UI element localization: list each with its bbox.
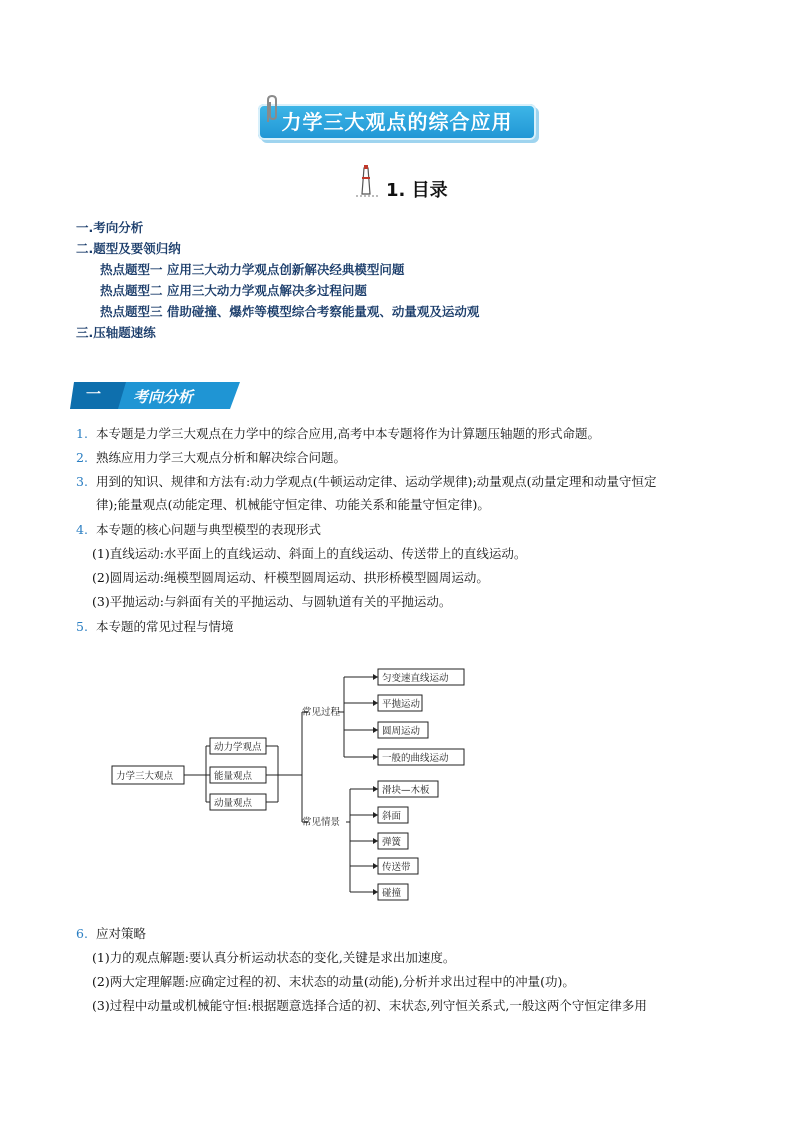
diagram-process-label: 一般的曲线运动 [382, 753, 449, 764]
toc-item[interactable]: 热点题型二 应用三大动力学观点解决多过程问题 [100, 283, 367, 298]
paragraph-text: 本专题的核心问题与典型模型的表现形式 [96, 522, 322, 537]
diagram-view-label: 动量观点 [214, 798, 253, 809]
diagram-scene-label: 弹簧 [382, 837, 402, 848]
diagram-view-label: 能量观点 [214, 771, 253, 782]
toc-heading: 1. 目录 [386, 180, 448, 201]
sub-item: (3)过程中动量或机械能守恒:根据题意选择合适的初、末状态,列守恒关系式,一般这两个守恒定律多用 [92, 998, 647, 1013]
sub-item: (1)直线运动:水平面上的直线运动、斜面上的直线运动、传送带上的直线运动。 [92, 546, 527, 561]
paragraph [76, 448, 346, 468]
toc-item[interactable]: 三.压轴题速练 [76, 325, 156, 340]
item-number: 2. [76, 450, 88, 465]
toc-item[interactable]: 热点题型三 借助碰撞、爆炸等模型综合考察能量观、动量观及运动观 [100, 304, 480, 319]
paragraph [76, 472, 657, 492]
sub-item: (2)圆周运动:绳模型圆周运动、杆模型圆周运动、拱形桥模型圆周运动。 [92, 570, 489, 585]
section-title: 考向分析 [133, 388, 194, 406]
sub-item: (1)力的观点解题:要认真分析运动状态的变化,关键是求出加速度。 [92, 950, 456, 965]
paragraph-text: 用到的知识、规律和方法有:动力学观点(牛顿运动定律、运动学规律);动量观点(动量定理和动量守恒定 [96, 474, 657, 489]
toc-item[interactable]: 一.考向分析 [76, 220, 144, 235]
sub-item: (2)两大定理解题:应确定过程的初、末状态的动量(动能),分析并求出过程中的冲量(功)。 [92, 974, 575, 989]
diagram-scene-label: 碰撞 [382, 888, 402, 899]
section-number: 一 [86, 385, 102, 403]
item-number: 6. [76, 926, 88, 941]
item-number: 1. [76, 426, 88, 441]
diagram-view-label: 动力学观点 [214, 742, 262, 753]
page-title: 力学三大观点的综合应用 [281, 110, 513, 134]
diagram-scene-title: 常见情景 [302, 817, 341, 828]
sub-item: (3)平抛运动:与斜面有关的平抛运动、与圆轨道有关的平抛运动。 [92, 594, 452, 609]
paragraph-text: 本专题是力学三大观点在力学中的综合应用,高考中本专题将作为计算题压轴题的形式命题。 [96, 426, 600, 441]
paragraph-text: 熟练应用力学三大观点分析和解决综合问题。 [96, 450, 347, 465]
diagram-scene-label: 传送带 [382, 862, 411, 873]
paragraph [76, 924, 146, 944]
diagram-process-label: 圆周运动 [382, 726, 421, 737]
paragraph [76, 617, 234, 637]
paragraph-text: 应对策略 [96, 926, 147, 941]
diagram-scene-label: 滑块—木板 [382, 785, 430, 796]
diagram-process-title: 常见过程 [302, 707, 341, 718]
diagram-process-label: 匀变速直线运动 [382, 673, 449, 684]
paragraph [76, 424, 600, 444]
item-number: 3. [76, 474, 88, 489]
paragraph-text: 本专题的常见过程与情境 [96, 619, 234, 634]
lighthouse-icon [352, 164, 380, 200]
toc-item[interactable]: 二.题型及要领归纳 [76, 241, 181, 256]
paragraph [76, 520, 321, 540]
item-number: 5. [76, 619, 88, 634]
diagram-process-label: 平抛运动 [382, 699, 421, 710]
item-number: 4. [76, 522, 88, 537]
diagram-root-label: 力学三大观点 [116, 771, 174, 782]
paragraph-continuation: 律);能量观点(动能定理、机械能守恒定律、功能关系和能量守恒定律)。 [96, 497, 490, 512]
toc-item[interactable]: 热点题型一 应用三大动力学观点创新解决经典模型问题 [100, 262, 405, 277]
concept-diagram [110, 662, 480, 902]
diagram-scene-label: 斜面 [382, 811, 402, 822]
